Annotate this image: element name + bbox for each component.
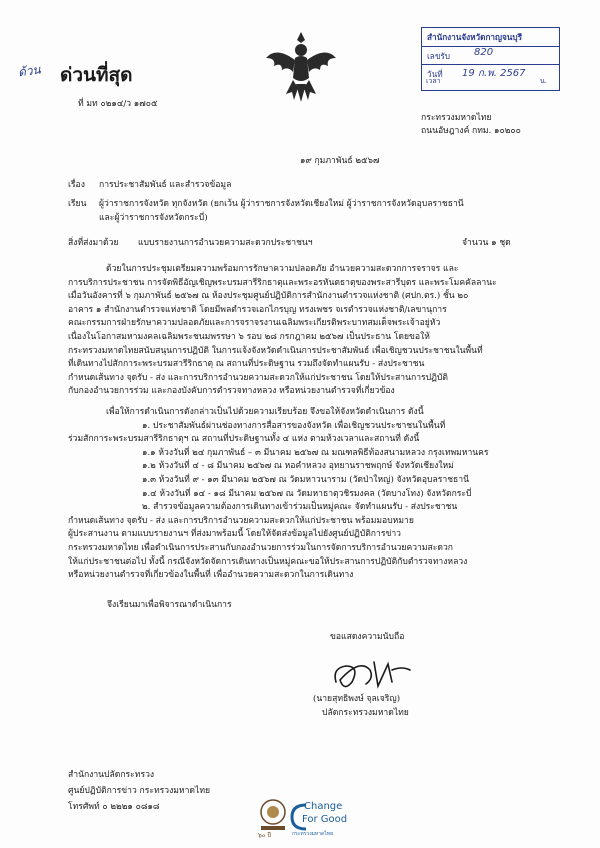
logo-caption: กระทรวงมหาดไทย xyxy=(292,831,334,837)
logo-text-line-1: Change xyxy=(304,801,343,812)
para1-line: กระทรวงมหาดไทยสนับสนุนการปฏิบัติ ในการแจ้งจังหวัดดำเนินการประชาสัมพันธ์ เพื่อเชิญชวนประชาชนในพื้นที่ xyxy=(68,345,483,356)
footer-office: สำนักงานปลัดกระทรวง xyxy=(68,770,155,780)
item1-line: ๑. ประชาสัมพันธ์ผ่านช่องทางการสื่อสารของจังหวัด เพื่อเชิญชวนประชาชนในพื้นที่ xyxy=(142,420,446,431)
footer-unit: ศูนย์ปฏิบัติการข่าว กระทรวงมหาดไทย xyxy=(68,786,211,796)
body-paragraph-2 xyxy=(68,406,489,583)
footer-phone: โทรศัพท์ ๐ ๒๒๒๑ ๐๘๑๘ xyxy=(68,802,160,812)
garuda-emblem-icon xyxy=(262,28,340,108)
body-paragraph-1 xyxy=(68,263,497,399)
signatory-name: (นายสุทธิพงษ์ จุลเจริญ) xyxy=(313,694,401,704)
para1-line: อาคาร ๑ สำนักงานตำรวจแห่งชาติ โดยมีพลตำรวจเอกไกรบุญ ทรงเพชร จเรตำรวจแห่งชาติ/เลขานุการ xyxy=(68,304,447,315)
stamp-office: สำนักงานจังหวัดกาญจนบุรี xyxy=(427,32,522,42)
emblem-caption: ๖๐ ปี xyxy=(258,832,272,839)
closing-line: จึงเรียนมาเพื่อพิจารณาดำเนินการ xyxy=(107,600,232,610)
receive-stamp xyxy=(421,27,560,91)
subject-label: เรื่อง xyxy=(68,180,85,190)
item2-line: ผู้ประสานงาน ตามแบบรายงานฯ ที่ส่งมาพร้อมนี้ โดยให้จัดส่งข้อมูลไปยังศูนย์ปฏิบัติการข่าว xyxy=(68,529,401,540)
signature-image xyxy=(330,652,420,696)
stamp-date-value: 19 ก.พ. 2567 xyxy=(462,68,526,79)
stamp-date-label: วันที่ xyxy=(427,69,443,79)
enclosure-qty: จำนวน ๑ ชุด xyxy=(462,238,511,248)
para1-line: กับกองอำนวยการร่วม และกองบังคับการตำรวจทางหลวง หรือหน่วยงานตำรวจที่เกี่ยวข้อง xyxy=(68,386,395,397)
sub-item: ๑.๔ ห้วงวันที่ ๑๔ - ๑๘ มีนาคม ๒๕๖๗ ณ วัดมหาธาตุวชิรมงคล (วัดบางโทง) จังหวัดกระบี่ xyxy=(142,488,472,499)
to-line-2: และผู้ว่าราชการจังหวัดกระบี่) xyxy=(99,213,208,223)
urgent-label: ด่วนที่สุด xyxy=(60,64,133,86)
para1-line: ที่เดินทางไปสักการะพระบรมสารีริกธาตุ ณ สถานที่ประดิษฐาน รวมถึงจัดทำแผนรับ - ส่งประชาชน xyxy=(68,359,425,370)
logo-text-line-2: For Good xyxy=(302,814,348,825)
para2-intro: เพื่อให้การดำเนินการดังกล่าวเป็นไปด้วยความเรียบร้อย จึงขอให้จังหวัดดำเนินการ ดังนี้ xyxy=(106,407,424,417)
sender-line-2: ถนนอัษฎางค์ กทม. ๑๐๒๐๐ xyxy=(421,126,521,136)
regards-text: ขอแสดงความนับถือ xyxy=(330,632,405,642)
item2-line: กำหนดเส้นทาง จุดรับ - ส่ง และการบริการอำนวยความสะดวกให้แก่ประชาชน พร้อมมอบหมาย xyxy=(68,515,414,526)
sub-item: ๑.๓ ห้วงวันที่ ๙ - ๑๓ มีนาคม ๒๕๖๗ ณ วัดมหาวนาราม (วัดป่าใหญ่) จังหวัดอุบลราชธานี xyxy=(142,474,469,485)
change-for-good-logo xyxy=(290,797,356,839)
para1-line: เนื่องในโอกาสมหามงคลเฉลิมพระชนมพรรษา ๖ รอบ ๒๘ กรกฎาคม ๒๕๖๗ เป็นประธาน โดยขอให้ xyxy=(68,331,430,342)
margin-note: ด้วน xyxy=(17,62,42,80)
stamp-time-value: น. xyxy=(540,77,548,85)
doc-date: ๑๙ กุมภาพันธ์ ๒๕๖๗ xyxy=(300,156,380,166)
stamp-time-label: เวลา xyxy=(426,77,441,85)
para1-line: ด้วยในการประชุมเตรียมความพร้อมการรักษาความปลอดภัย อำนวยความสะดวกการจราจร และ xyxy=(106,264,459,274)
item2-line: กระทรวงมหาดไทย เพื่อดำเนินการประสานกับกองอำนวยการร่วมในการจัดการบริการอำนวยความสะดวก xyxy=(68,542,454,553)
item2-line: ๒. สำรวจข้อมูลความต้องการเดินทางเข้าร่วมเป็นหมู่คณะ จัดทำแผนรับ - ส่งประชาชน xyxy=(142,502,458,513)
signatory-title: ปลัดกระทรวงมหาดไทย xyxy=(322,708,409,718)
item2-line: หรือหน่วยงานตำรวจที่เกี่ยวข้องในพื้นที่ เพื่ออำนวยความสะดวกในการเดินทาง xyxy=(68,570,354,581)
anniversary-emblem-icon xyxy=(255,795,291,835)
item1-line: ร่วมสักการะพระบรมสารีริกธาตุฯ ณ สถานที่ประดิษฐานทั้ง ๔ แห่ง ตามห้วงเวลาและสถานที่ ดังนี้ xyxy=(68,434,420,445)
para1-line: การบริการประชาชน การจัดพิธีอัญเชิญพระบรมสารีริกธาตุและพระอรหันตธาตุของพระสารีบุตร และพระโมคคัลลานะ xyxy=(68,277,497,288)
to-line-1: ผู้ว่าราชการจังหวัด ทุกจังหวัด (ยกเว้น ผู้ว่าราชการจังหวัดเชียงใหม่ ผู้ว่าราชการจังหวัดอุบลราชธานี xyxy=(99,199,464,209)
item2-line: ให้แก่ประชาชนต่อไป ทั้งนี้ กรณีจังหวัดจัดการเดินทางเป็นหมู่คณะขอให้ประสานการปฏิบัติกับตำรวจทางหลวง xyxy=(68,556,468,567)
sub-item: ๑.๒ ห้วงวันที่ ๔ - ๘ มีนาคม ๒๕๖๗ ณ หอคำหลวง อุทยานราชพฤกษ์ จังหวัดเชียงใหม่ xyxy=(142,461,454,472)
para1-line: เมื่อวันอังคารที่ ๖ กุมภาพันธ์ ๒๕๖๗ ณ ห้องประชุมศูนย์ปฏิบัติการสำนักงานตำรวจแห่งชาติ (ศปก.ตร.) ชั้น ๒๐ xyxy=(68,291,469,302)
stamp-number-value: 820 xyxy=(474,47,494,58)
enclosure-label: สิ่งที่ส่งมาด้วย xyxy=(68,238,119,248)
stamp-number-label: เลขรับ xyxy=(427,51,451,61)
enclosure-text: แบบรายงานการอำนวยความสะดวกประชาชนฯ xyxy=(138,238,313,248)
para1-line: คณะกรรมการฝ่ายรักษาความปลอดภัยและการจราจรงานเฉลิมพระเกียรติพระบาทสมเด็จพระเจ้าอยู่หัว xyxy=(68,318,441,329)
para1-line: กำหนดเส้นทาง จุดรับ - ส่ง และการบริการอำนวยความสะดวกให้แก่ประชาชน โดยให้ประสานการปฏิบัติ xyxy=(68,372,448,383)
subject-text: การประชาสัมพันธ์ และสำรวจข้อมูล xyxy=(99,180,232,190)
sub-item: ๑.๑ ห้วงวันที่ ๒๔ กุมภาพันธ์ – ๓ มีนาคม ๒๕๖๗ ณ มณฑลพิธีท้องสนามหลวง กรุงเทพมหานคร xyxy=(142,447,489,458)
doc-number: ที่ มท ๐๒๑๔/ว ๑๗๐๕ xyxy=(78,99,158,109)
sender-line-1: กระทรวงมหาดไทย xyxy=(421,113,492,123)
to-label: เรียน xyxy=(68,199,87,209)
